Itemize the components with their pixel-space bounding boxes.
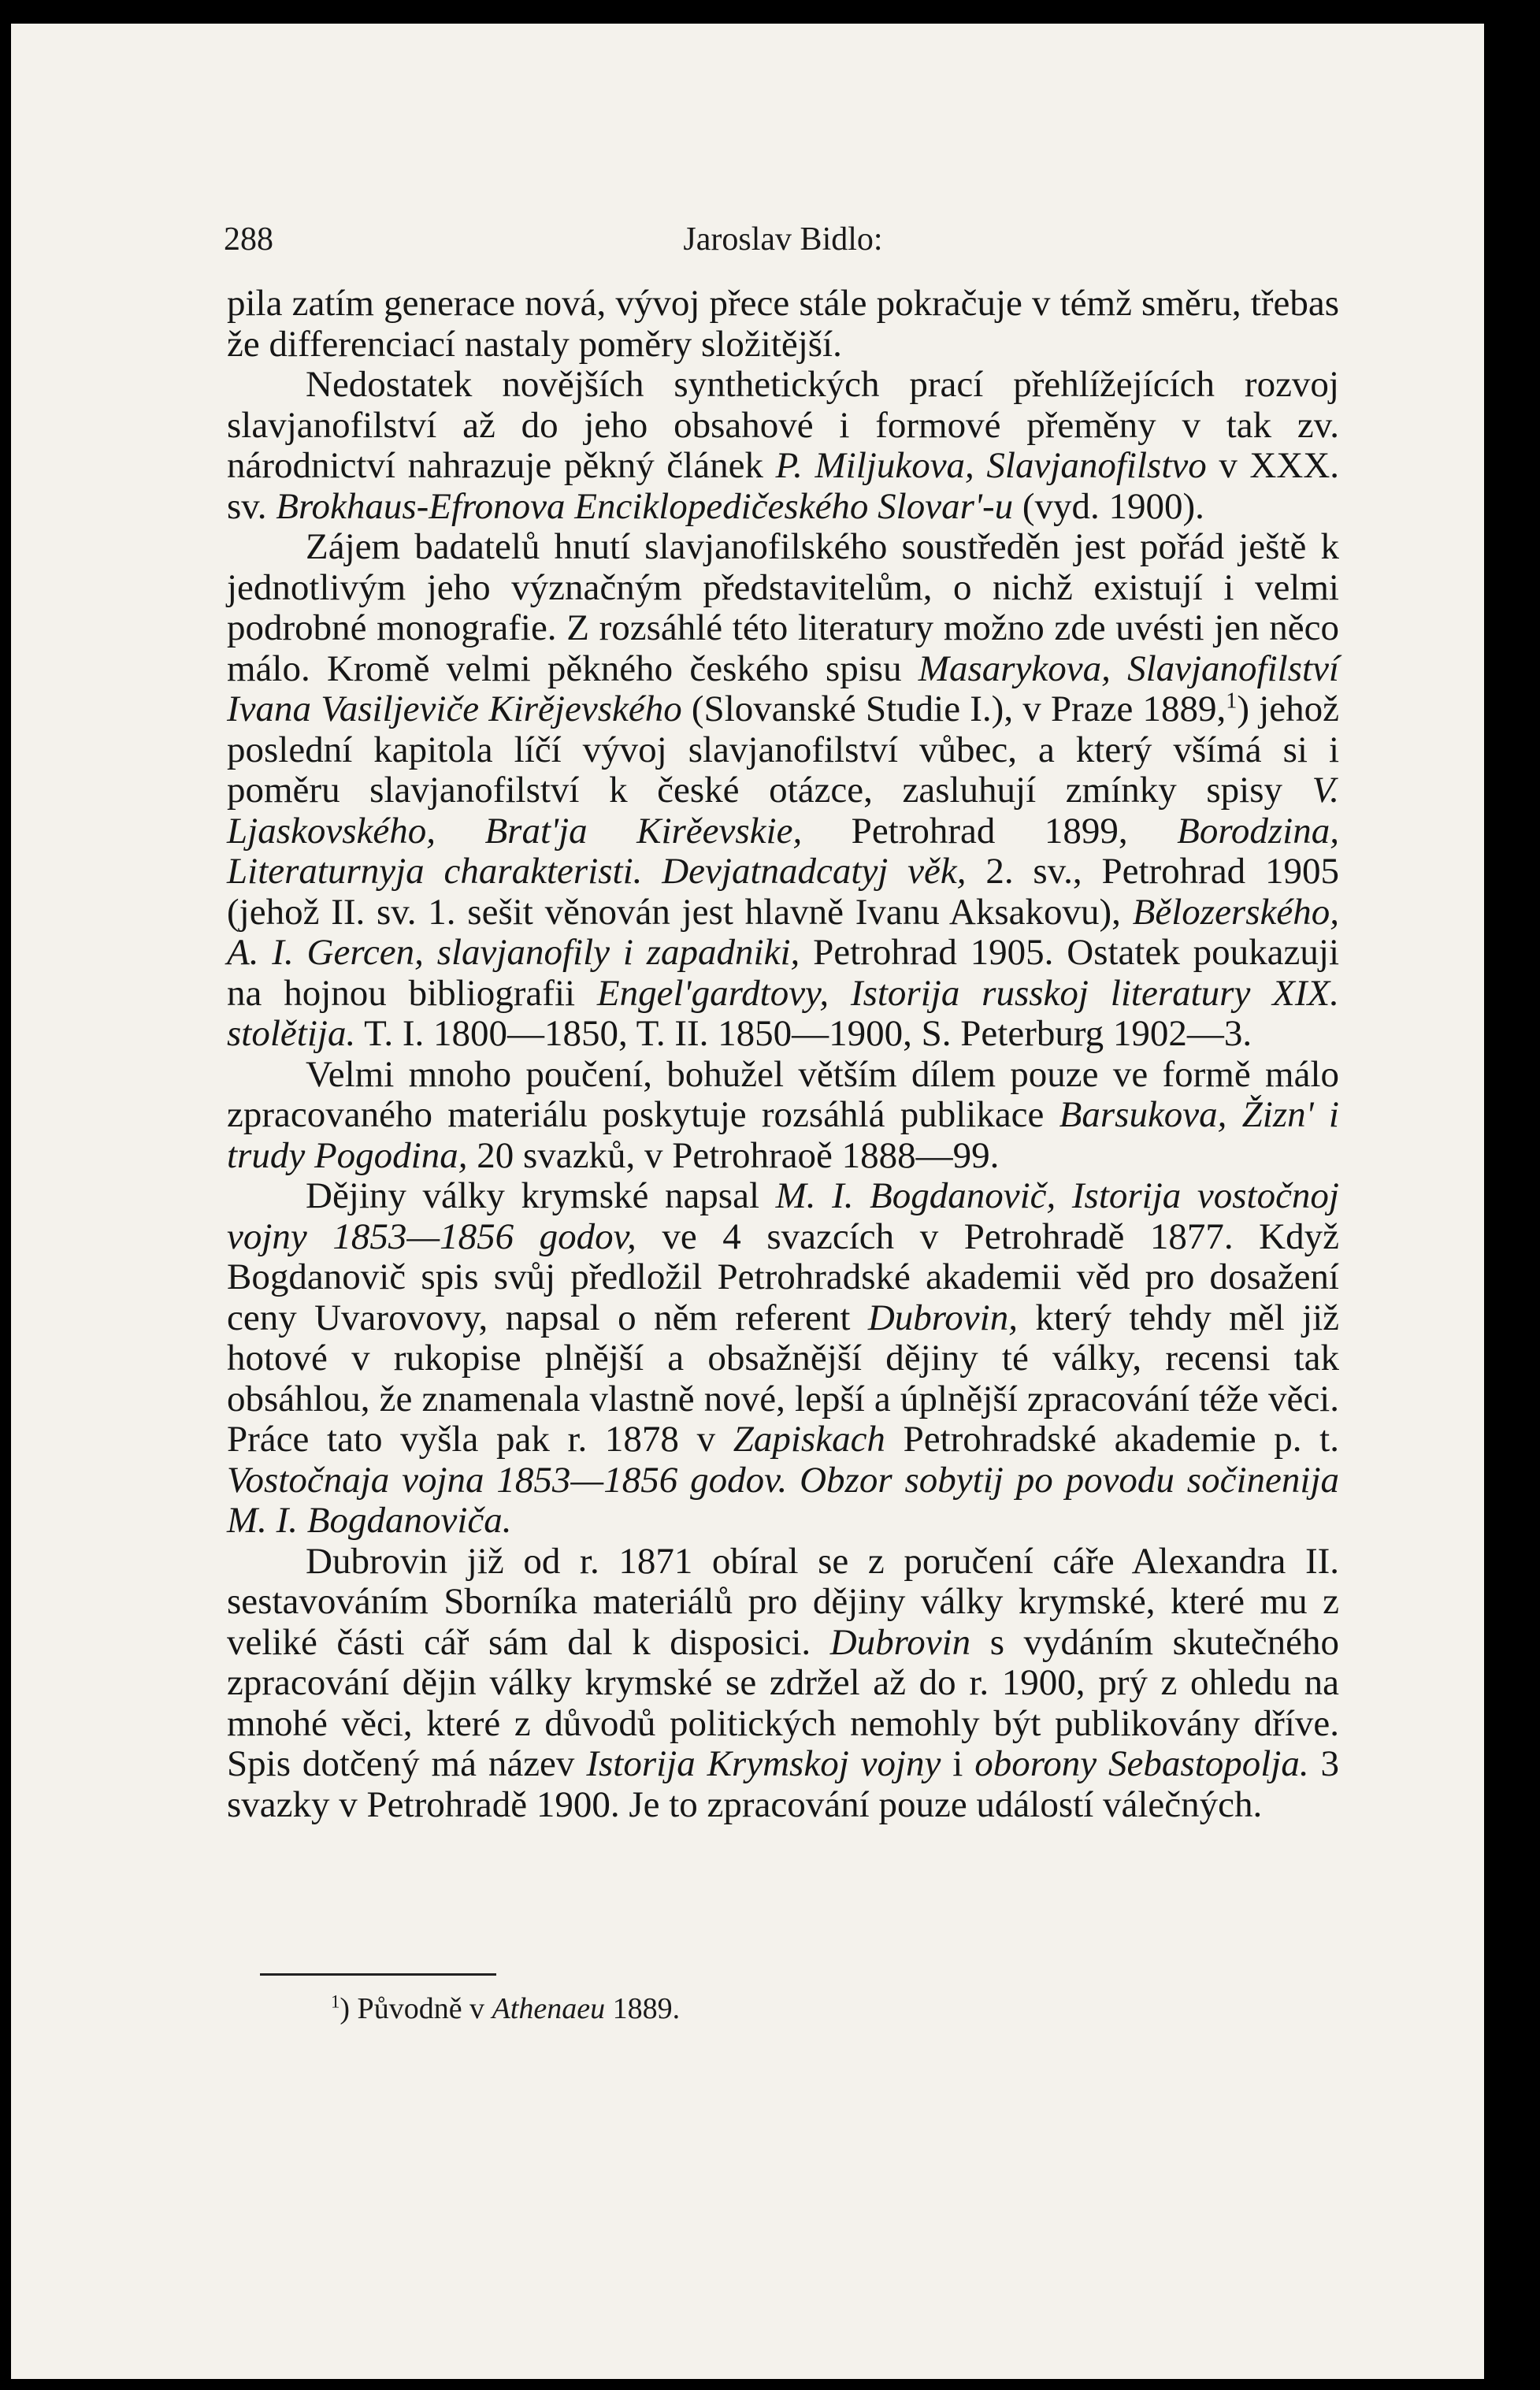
footnote (331, 1991, 680, 2026)
text-run: Petrohradské akademie p. t. (885, 1419, 1339, 1460)
text-run-italic: M. I. Bogdanovič, Istorija vostočnoj vojny 1853—1856 godov, (227, 1175, 1339, 1257)
text-run-italic: Engel'gardtovy, Istorija russkoj literatury XIX. stolětija. (227, 972, 1339, 1054)
text-run-italic: Barsukova, Žizn' i trudy Pogodina, (227, 1094, 1339, 1176)
text-run: Dějiny války krymské napsal (306, 1175, 776, 1216)
paragraph (227, 1055, 1339, 1177)
text-run: (Slovanské Studie I.), v Praze 1889, (681, 688, 1226, 729)
paragraph (227, 1542, 1339, 1826)
text-run-italic: Brokhaus-Efronova Enciklopedičeského Slovar'-u (276, 485, 1014, 527)
body-text (227, 284, 1339, 1825)
footnote-marker: 1 (1226, 688, 1238, 714)
text-run-italic: oborony Sebastopolja. (974, 1743, 1309, 1784)
text-run: ) Původně v (340, 1992, 492, 2025)
text-run: Dubrovin již od r. 1871 obíral se z poručení cáře Alexandra II. sestavováním Sborníka materiálů pro dějiny války krymské, které mu z veliké části cář sám dal k disposici. (227, 1540, 1339, 1663)
text-run: Zájem badatelů hnutí slavjanofilského soustředěn jest pořád ještě k jednotlivým jeho význačným představitelům, o nichž existují i velmi podrobné monografie. Z rozsáhlé této literatury možno zde uvésti jen něco málo. Kromě velmi pěkného českého spisu (227, 526, 1339, 689)
text-run-italic: Istorija Krymskoj vojny (586, 1743, 941, 1784)
paragraph (227, 527, 1339, 1055)
text-run: 1889. (605, 1992, 681, 2025)
text-run: pila zatím generace nová, vývoj přece stále pokračuje v témž směru, třebas že differenciací nastaly poměry složitější. (227, 283, 1339, 365)
text-run: ve 4 svazcích v Petrohradě 1877. Když Bogdanovič spis svůj předložil Petrohradské akademii věd pro dosažení ceny Uvarovovy, napsal o něm referent (227, 1215, 1339, 1338)
text-run-italic: Bělozerského, A. I. Gercen, slavjanofily i zapadniki, (227, 891, 1339, 973)
text-run: 3 svazky v Petrohradě 1900. Je to zpracování pouze událostí válečných. (227, 1743, 1340, 1825)
text-run: (vyd. 1900). (1013, 485, 1204, 527)
paragraph (227, 284, 1339, 365)
paragraph (227, 365, 1339, 527)
text-run-italic: P. Miljukova, Slavjanofilstvo (775, 445, 1207, 486)
text-run-italic: Athenaeu (492, 1992, 606, 2025)
footnote-marker: 1 (331, 1991, 340, 2012)
text-run-italic: Borodzina, Literaturnyja charakteristi. Devjatnadcatyj věk, (227, 810, 1339, 892)
text-run: v XXX. sv. (227, 445, 1340, 527)
text-run: s vydáním skutečného zpracování dějin války krymské se zdržel až do r. 1900, prý z ohledu na mnohé věci, které z důvodů politických nemohly být publikovány dříve. Spis dotčený má název (227, 1621, 1339, 1784)
text-run: Petrohrad 1905. Ostatek poukazuji na hojnou bibliografii (227, 932, 1339, 1014)
text-run: Petrohrad 1899, (802, 810, 1178, 852)
text-run: který tehdy měl již hotové v rukopise plnější a obsažnější dějiny té války, recensi tak obsáhlou, že znamenala vlastně nové, lepší a úplnější zpracování téže věci. Práce tato vyšla pak r. 1878 v (227, 1297, 1339, 1460)
paragraph (227, 1176, 1339, 1542)
text-run: Nedostatek novějších synthetických prací přehlížejících rozvoj slavjanofilství až do jeho obsahové i formové přeměny v tak zv. národnictví nahrazuje pěkný článek (227, 364, 1339, 486)
text-run-italic: Masarykova, Slavjanofilství Ivana Vasiljeviče Kirějevského (227, 648, 1339, 729)
text-run-italic: Vostočnaja vojna 1853—1856 godov. Obzor sobytij po povodu sočinenija M. I. Bogdanoviča. (227, 1459, 1339, 1541)
text-run-italic: Dubrovin (829, 1621, 971, 1663)
text-run: 2. sv., Petrohrad 1905 (jehož II. sv. 1. sešit věnován jest hlavně Ivanu Aksakovu), (227, 851, 1339, 933)
text-run-italic: V. Ljaskovského, Brat'ja Kirěevskie, (227, 770, 1339, 852)
text-run: i (941, 1743, 975, 1784)
text-run-italic: Zapiskach (733, 1419, 885, 1460)
footnote-divider (260, 1973, 496, 1976)
page-number: 288 (224, 221, 273, 258)
text-run-italic: Dubrovin, (867, 1297, 1018, 1338)
text-run: T. I. 1800—1850, T. II. 1850—1900, S. Peterburg 1902—3. (355, 1013, 1252, 1054)
text-run: ) jehož poslední kapitola líčí vývoj slavjanofilství vůbec, a který všímá si i poměru slavjanofilství k české otázce, zasluhují zmínky spisy (227, 688, 1339, 811)
running-title: Jaroslav Bidlo: (683, 221, 883, 258)
page-header (224, 221, 1342, 276)
text-run: Velmi mnoho poučení, bohužel větším dílem pouze ve formě málo zpracovaného materiálu poskytuje rozsáhlá publikace (227, 1053, 1339, 1135)
text-run: 20 svazků, v Petrohraoě 1888—99. (467, 1134, 1000, 1176)
